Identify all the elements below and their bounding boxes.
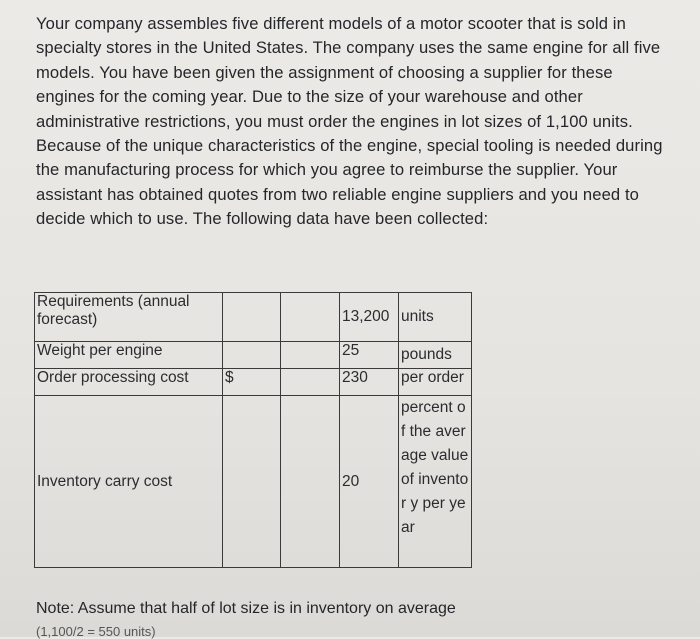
note-text: Note: Assume that half of lot size is in inventory on average: [36, 600, 456, 617]
row-label: Weight per engine: [35, 342, 223, 369]
row-unit: percent of the average value of inventor y per year: [399, 396, 472, 568]
row-unit: pounds: [399, 342, 472, 369]
row-label: Requirements (annual forecast): [35, 293, 223, 342]
row-unit: units: [399, 293, 472, 342]
spacer-cell: [281, 396, 340, 568]
row-symbol: $: [223, 369, 281, 396]
spacer-cell: [281, 342, 340, 369]
table-row: [35, 293, 472, 342]
table-row: [35, 369, 472, 396]
row-label: Order processing cost: [35, 369, 223, 396]
row-symbol: [223, 342, 281, 369]
row-symbol: [223, 293, 281, 342]
row-unit: per order: [399, 369, 472, 396]
note-continued-text: (1,100/2 = 550 units): [36, 624, 156, 639]
row-value: 20: [340, 396, 399, 568]
requirements-table: [34, 292, 472, 568]
row-value: 13,200: [340, 293, 399, 342]
table-row: [35, 342, 472, 369]
table-row: [35, 396, 472, 568]
spacer-cell: [281, 369, 340, 396]
row-symbol: [223, 396, 281, 568]
row-value: 25: [340, 342, 399, 369]
spacer-cell: [281, 293, 340, 342]
row-value: 230: [340, 369, 399, 396]
problem-text: Your company assembles five different models of a motor scooter that is sold in specialty stores in the United States. The company uses the same engine for all five models. You have been given the assignment of choosing a supplier for these engines for the coming year. Due to the size of your warehouse and other administrative restrictions, you must order the engines in lot sizes of 1,100 units. Because of the unique characteristics of the engine, special tooling is needed during the manufacturing process for which you agree to reimburse the supplier. Your assistant has obtained quotes from two reliable engine suppliers and you need to decide which to use. The following data have been collected:: [36, 14, 663, 229]
row-label: Inventory carry cost: [35, 396, 223, 568]
